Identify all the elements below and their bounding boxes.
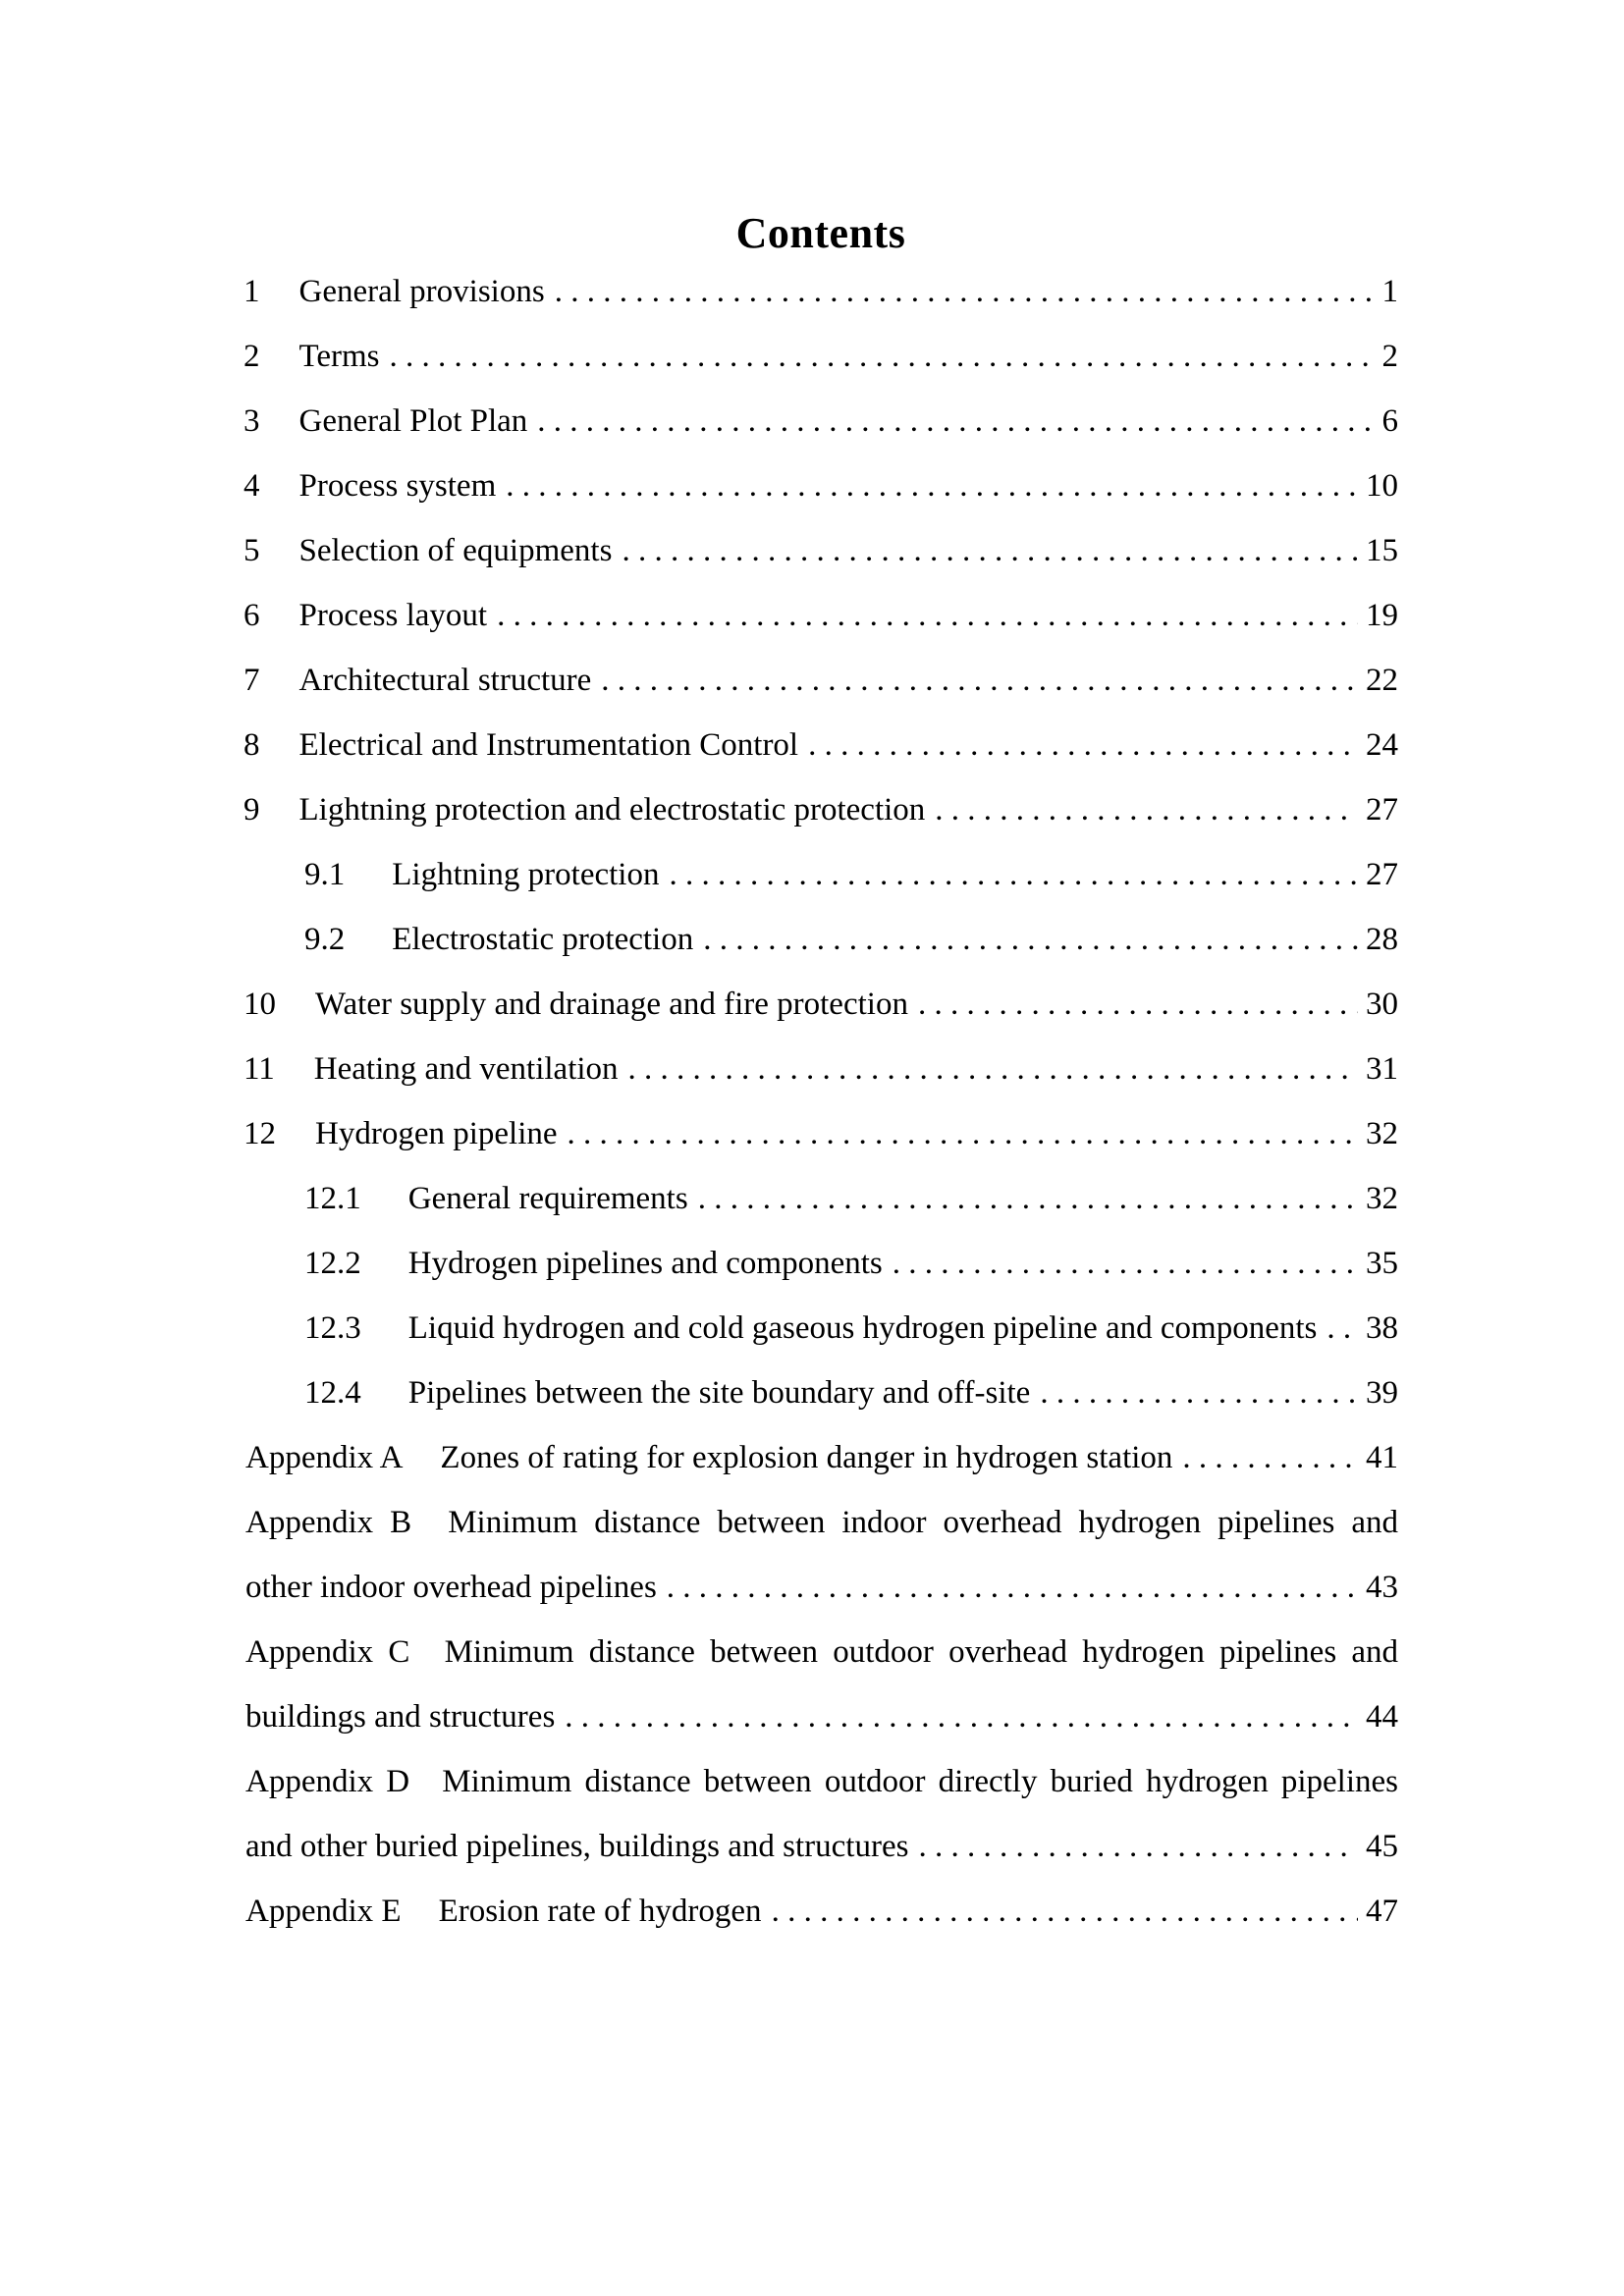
appendix-label: Appendix C	[245, 1634, 410, 1670]
entry-title: Zones of rating for explosion danger in hydrogen station	[440, 1440, 1173, 1475]
toc-appendix-entry	[244, 1425, 1398, 1490]
entry-title: Minimum distance between outdoor overhead hydrogen pipelines and	[444, 1634, 1399, 1670]
dot-leader	[390, 324, 1375, 389]
dot-leader	[772, 1879, 1358, 1944]
entry-page: 28	[1366, 922, 1398, 957]
entry-number: 12	[244, 1116, 276, 1151]
toc-subentry	[244, 842, 1398, 907]
dot-leader	[537, 389, 1374, 454]
entry-page: 43	[1366, 1570, 1398, 1605]
entry-title: Process system	[298, 468, 497, 504]
entry-title: Electrical and Instrumentation Control	[298, 727, 799, 763]
dot-leader	[703, 907, 1358, 972]
entry-title: Selection of equipments	[298, 533, 613, 568]
toc-appendix-entry-line1	[244, 1749, 1398, 1814]
entry-number: 4	[244, 468, 260, 504]
entry-number: 3	[244, 403, 260, 439]
toc-appendix-entry-line1	[244, 1620, 1398, 1684]
dot-leader	[622, 518, 1358, 583]
entry-title: Process layout	[298, 598, 488, 633]
entry-title: Erosion rate of hydrogen	[438, 1894, 762, 1929]
dot-leader	[555, 259, 1375, 324]
entry-page: 27	[1366, 857, 1398, 892]
entry-number: 12.3	[304, 1310, 361, 1346]
toc-entry	[244, 518, 1398, 583]
dot-leader	[935, 777, 1358, 842]
toc-entry	[244, 259, 1398, 324]
appendix-label: Appendix A	[245, 1440, 404, 1475]
entry-number: 8	[244, 727, 260, 763]
toc-subentry	[244, 907, 1398, 972]
entry-title: General Plot Plan	[298, 403, 528, 439]
dot-leader	[1182, 1425, 1358, 1490]
toc-entry	[244, 713, 1398, 777]
toc-entry	[244, 454, 1398, 518]
dot-leader	[628, 1037, 1358, 1101]
toc-appendix-entry	[244, 1879, 1398, 1944]
appendix-label: Appendix B	[245, 1505, 412, 1540]
toc-entry	[244, 1037, 1398, 1101]
toc-subentry	[244, 1231, 1398, 1296]
dot-leader	[808, 713, 1358, 777]
entry-number: 12.4	[304, 1375, 361, 1411]
entry-page: 30	[1366, 987, 1398, 1022]
entry-page: 1	[1381, 274, 1398, 309]
entry-number: 11	[244, 1051, 275, 1087]
entry-page: 35	[1366, 1246, 1398, 1281]
entry-page: 32	[1366, 1181, 1398, 1216]
entry-number: 10	[244, 987, 276, 1022]
toc-appendix-entry-line2	[244, 1684, 1398, 1749]
dot-leader	[893, 1231, 1358, 1296]
entry-number: 9.1	[304, 857, 346, 892]
entry-title: Pipelines between the site boundary and off-site	[407, 1375, 1031, 1411]
toc-appendix-entry-line2	[244, 1814, 1398, 1879]
appendix-label: Appendix E	[245, 1894, 402, 1929]
toc-subentry	[244, 1166, 1398, 1231]
entry-page: 6	[1381, 403, 1398, 439]
toc-entry	[244, 1101, 1398, 1166]
dot-leader	[669, 842, 1358, 907]
entry-title: Electrostatic protection	[392, 922, 694, 957]
page-title: Contents	[735, 209, 906, 257]
toc-entry	[244, 777, 1398, 842]
entry-title: Minimum distance between indoor overhead hydrogen pipelines and	[448, 1505, 1398, 1540]
entry-page: 31	[1366, 1051, 1398, 1087]
entry-page: 32	[1366, 1116, 1398, 1151]
toc-appendix-entry-line2	[244, 1555, 1398, 1620]
entry-number: 2	[244, 339, 260, 374]
entry-title-continuation: buildings and structures	[245, 1699, 556, 1735]
entry-page: 47	[1366, 1894, 1398, 1929]
entry-title: Lightning protection	[392, 857, 660, 892]
entry-page: 27	[1366, 792, 1398, 828]
dot-leader	[1040, 1361, 1358, 1425]
entry-page: 24	[1366, 727, 1398, 763]
entry-page: 22	[1366, 663, 1398, 698]
entry-title: Hydrogen pipelines and components	[407, 1246, 883, 1281]
toc-appendix-entry-line1	[244, 1490, 1398, 1555]
dot-leader	[918, 972, 1358, 1037]
dot-leader	[698, 1166, 1358, 1231]
dot-leader	[497, 583, 1358, 648]
entry-title-continuation: and other buried pipelines, buildings and structures	[245, 1829, 909, 1864]
entry-number: 6	[244, 598, 260, 633]
dot-leader	[565, 1684, 1358, 1749]
dot-leader	[667, 1555, 1358, 1620]
entry-number: 12.1	[304, 1181, 361, 1216]
entry-page: 45	[1366, 1829, 1398, 1864]
entry-title: Hydrogen pipeline	[315, 1116, 558, 1151]
entry-title: Lightning protection and electrostatic protection	[298, 792, 926, 828]
toc-entry	[244, 324, 1398, 389]
entry-page: 10	[1366, 468, 1398, 504]
entry-number: 7	[244, 663, 260, 698]
toc-entry	[244, 583, 1398, 648]
entry-title: Heating and ventilation	[313, 1051, 619, 1087]
toc-subentry	[244, 1296, 1398, 1361]
dot-leader	[918, 1814, 1358, 1879]
dot-leader	[1326, 1296, 1358, 1361]
entry-title: Liquid hydrogen and cold gaseous hydrogen pipeline and components	[407, 1310, 1318, 1346]
entry-page: 2	[1381, 339, 1398, 374]
entry-number: 1	[244, 274, 260, 309]
entry-number: 12.2	[304, 1246, 361, 1281]
dot-leader	[568, 1101, 1358, 1166]
entry-title: Water supply and drainage and fire protection	[315, 987, 908, 1022]
dot-leader	[506, 454, 1358, 518]
entry-title: General requirements	[407, 1181, 688, 1216]
toc-entry	[244, 972, 1398, 1037]
toc-entry	[244, 648, 1398, 713]
appendix-label: Appendix D	[245, 1764, 410, 1799]
table-of-contents	[244, 259, 1398, 1944]
entry-page: 19	[1366, 598, 1398, 633]
entry-title: General provisions	[298, 274, 545, 309]
toc-subentry	[244, 1361, 1398, 1425]
entry-page: 15	[1366, 533, 1398, 568]
entry-number: 5	[244, 533, 260, 568]
dot-leader	[601, 648, 1358, 713]
entry-number: 9.2	[304, 922, 346, 957]
entry-title-continuation: other indoor overhead pipelines	[245, 1570, 657, 1605]
entry-title: Terms	[298, 339, 380, 374]
entry-page: 39	[1366, 1375, 1398, 1411]
entry-title: Architectural structure	[298, 663, 592, 698]
entry-title: Minimum distance between outdoor directly buried hydrogen pipelines	[442, 1764, 1398, 1799]
toc-entry	[244, 389, 1398, 454]
entry-page: 44	[1366, 1699, 1398, 1735]
entry-number: 9	[244, 792, 260, 828]
entry-page: 41	[1366, 1440, 1398, 1475]
entry-page: 38	[1366, 1310, 1398, 1346]
